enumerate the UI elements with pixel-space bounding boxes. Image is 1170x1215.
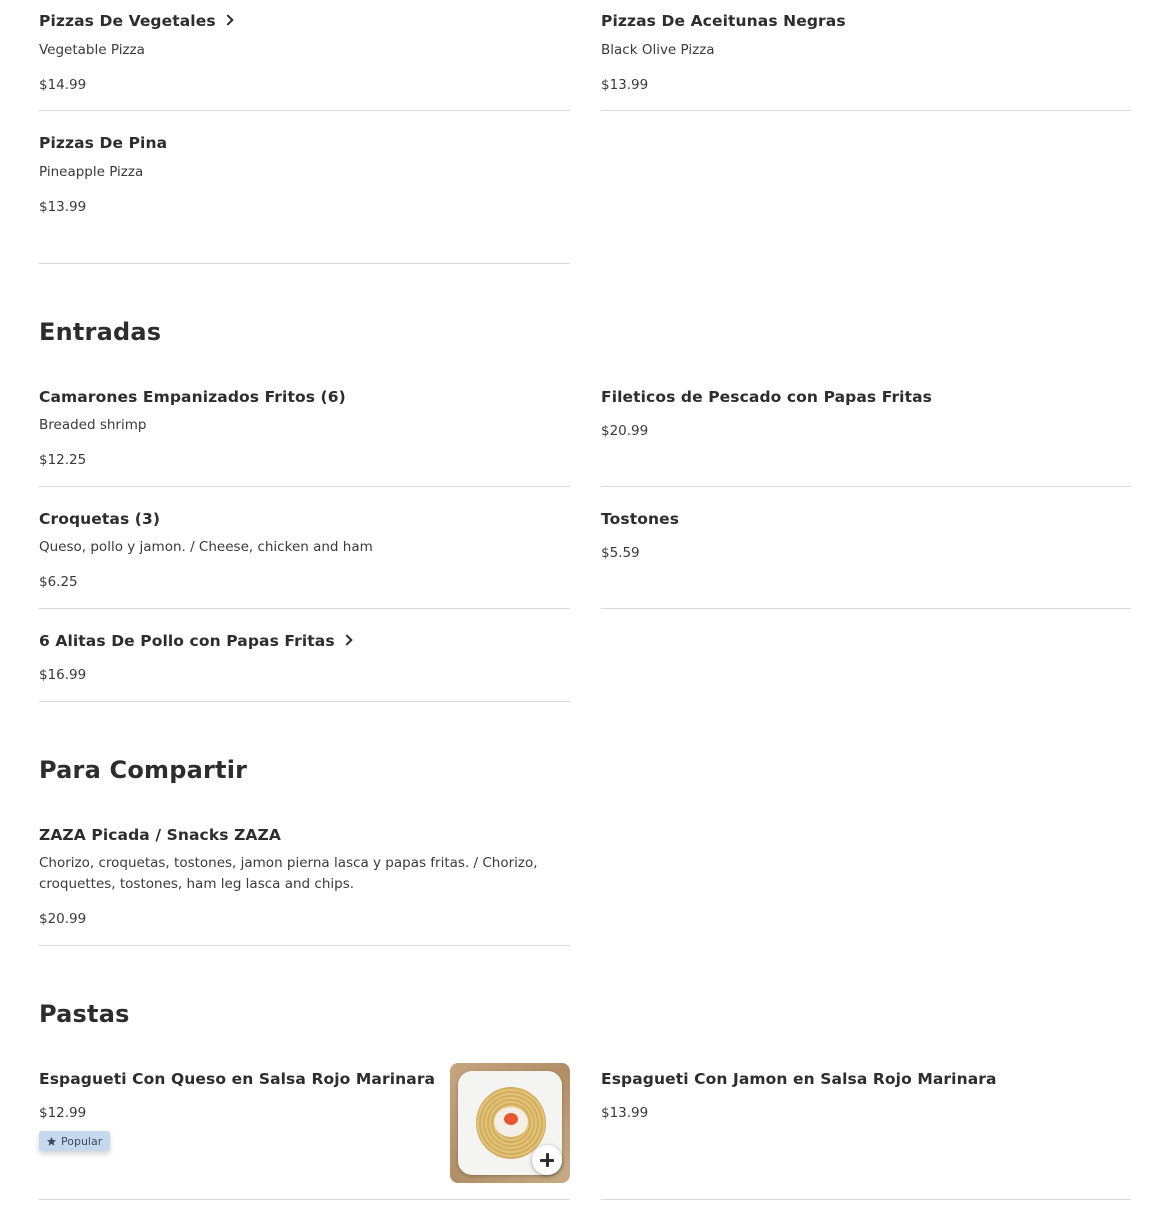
menu-item-zaza-picada[interactable] <box>39 814 570 946</box>
item-name: ZAZA Picada / Snacks ZAZA <box>39 826 281 844</box>
item-price: $13.99 <box>601 1105 649 1121</box>
menu-item-pizzas-de-pina[interactable] <box>39 111 570 264</box>
item-name: Pizzas De Pina <box>39 134 168 152</box>
item-price: $13.99 <box>39 199 87 215</box>
plus-icon[interactable] <box>532 1145 562 1175</box>
item-price: $12.99 <box>39 1105 87 1121</box>
item-price: $20.99 <box>39 911 87 927</box>
menu-item-pizzas-de-aceitunas-negras[interactable] <box>601 0 1131 111</box>
tomato-topping <box>504 1113 518 1125</box>
chevron-right-icon <box>222 14 233 25</box>
item-name: Espagueti Con Jamon en Salsa Rojo Marinara <box>601 1070 997 1088</box>
item-name: 6 Alitas De Pollo con Papas Fritas <box>39 632 351 650</box>
item-description: Chorizo, croquetas, tostones, jamon pierna lasca y papas fritas. / Chorizo, croquettes, tostones, ham leg lasca and chips. <box>39 855 538 892</box>
star-icon <box>46 1136 57 1147</box>
menu-item-alitas-de-pollo[interactable] <box>39 609 570 702</box>
menu-item-espagueti-con-jamon[interactable] <box>601 1063 1131 1200</box>
popular-badge <box>39 1131 110 1151</box>
item-photo[interactable] <box>450 1063 570 1183</box>
item-description: Black Olive Pizza <box>601 42 715 58</box>
item-price: $13.99 <box>601 77 649 93</box>
section-heading-para-compartir: Para Compartir <box>39 756 248 784</box>
menu-item-fileticos-de-pescado[interactable] <box>601 376 1131 487</box>
item-name: Camarones Empanizados Fritos (6) <box>39 388 346 406</box>
item-description: Queso, pollo y jamon. / Cheese, chicken and ham <box>39 539 373 555</box>
item-description: Vegetable Pizza <box>39 42 145 58</box>
menu-item-tostones[interactable] <box>601 487 1131 609</box>
menu-item-camarones-empanizados[interactable] <box>39 376 570 487</box>
item-name: Fileticos de Pescado con Papas Fritas <box>601 388 932 406</box>
chevron-right-icon <box>341 634 352 645</box>
section-heading-pastas: Pastas <box>39 1000 130 1028</box>
badge-label: Popular <box>61 1134 103 1148</box>
menu-item-croquetas[interactable] <box>39 487 570 609</box>
item-description: Breaded shrimp <box>39 417 147 433</box>
item-name: Croquetas (3) <box>39 510 161 528</box>
section-heading-entradas: Entradas <box>39 318 162 346</box>
item-name: Espagueti Con Queso en Salsa Rojo Marinara <box>39 1070 436 1088</box>
item-price: $5.59 <box>601 545 640 561</box>
item-price: $12.25 <box>39 452 87 468</box>
item-name: Pizzas De Vegetales <box>39 12 232 30</box>
item-price: $6.25 <box>39 574 78 590</box>
menu-item-espagueti-con-queso[interactable] <box>39 1063 570 1200</box>
item-name: Tostones <box>601 510 680 528</box>
item-name: Pizzas De Aceitunas Negras <box>601 12 846 30</box>
item-price: $14.99 <box>39 77 87 93</box>
item-price: $20.99 <box>601 423 649 439</box>
item-price: $16.99 <box>39 667 87 683</box>
menu-item-pizzas-de-vegetales[interactable] <box>39 0 570 111</box>
item-description: Pineapple Pizza <box>39 164 144 180</box>
